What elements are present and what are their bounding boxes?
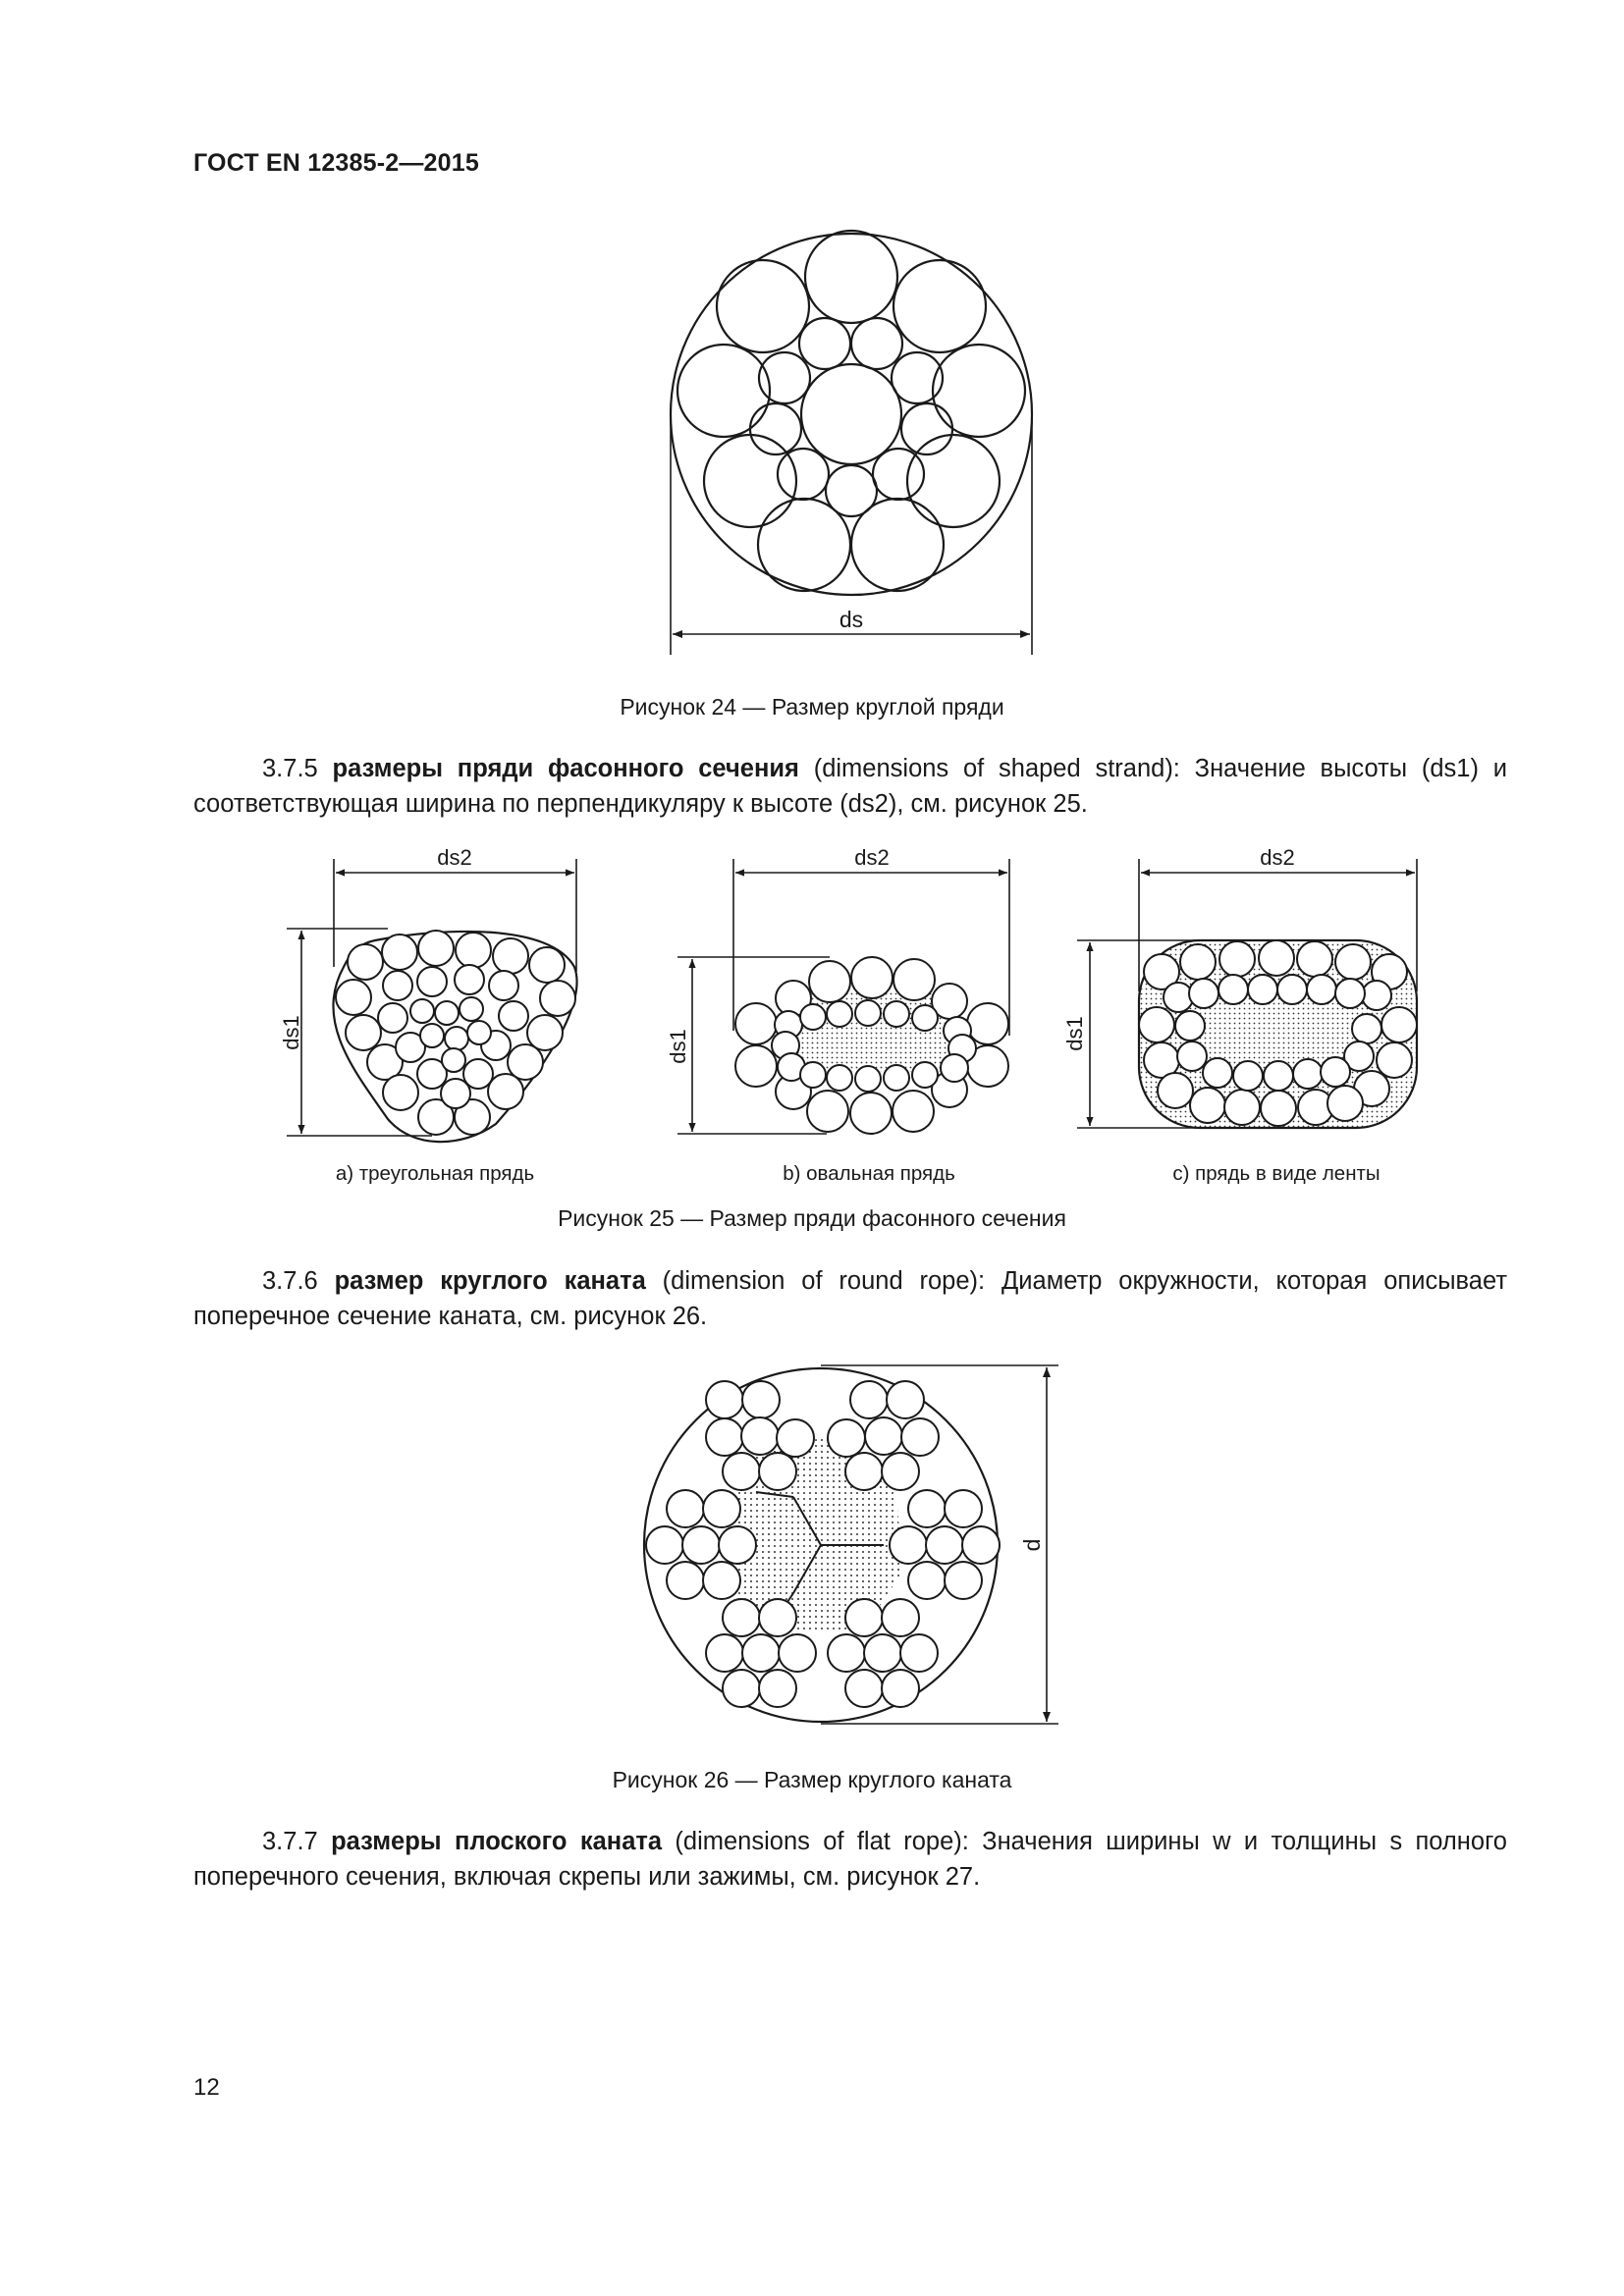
subcaption-c: c) прядь в виде ленты: [1172, 1162, 1380, 1185]
dim-ds2-label-c: ds2: [1260, 845, 1295, 870]
paragraph-text: (dimensions of shaped strand): Значение высоты (ds1) и соответствующая ширина по перпендикуляру к высоте (ds2), см. рисунок 25.: [193, 755, 1507, 818]
document-header: ГОСТ EN 12385-2—2015: [193, 149, 479, 177]
dim-ds1-label-b: ds1: [666, 1029, 690, 1064]
paragraph-3-7-5: [193, 751, 1507, 822]
figure-24-caption: Рисунок 24 — Размер круглой пряди: [620, 694, 1004, 720]
dim-ds1-label-a: ds1: [279, 1015, 303, 1050]
paragraph-number: 3.7.6: [262, 1267, 318, 1295]
paragraph-text: (dimensions of flat rope): Значения ширины w и толщины s полного поперечного сечения, включая скрепы или зажимы, см. рисунок 27.: [193, 1828, 1507, 1891]
figure-26-round-rope: [638, 1355, 1070, 1728]
dim-ds2-label-b: ds2: [854, 845, 890, 870]
dim-ds1-label-c: ds1: [1062, 1016, 1087, 1051]
triangular-strand: [279, 845, 577, 1142]
paragraph-text: (dimension of round rope): Диаметр окружности, которая описывает поперечное сечение каната, см. рисунок 26.: [193, 1267, 1507, 1330]
paragraph-term: размер круглого каната: [334, 1267, 646, 1295]
dim-ds-label: ds: [839, 607, 864, 632]
dim-d-label: d: [1019, 1538, 1045, 1552]
subcaption-b: b) овальная прядь: [783, 1162, 955, 1185]
paragraph-number: 3.7.5: [262, 755, 318, 782]
figure-26-caption: Рисунок 26 — Размер круглого каната: [612, 1767, 1012, 1792]
figure-25-shaped-strands: [0, 839, 1624, 1193]
paragraph-3-7-6: [193, 1263, 1507, 1334]
oval-strand: [666, 845, 1009, 1134]
page-number: 12: [193, 2074, 220, 2101]
paragraph-term: размеры пряди фасонного сечения: [332, 755, 799, 782]
subcaption-a: a) треугольная прядь: [335, 1162, 535, 1185]
figure-25-caption: Рисунок 25 — Размер пряди фасонного сечения: [558, 1205, 1066, 1231]
figure-24-round-strand: [668, 231, 1041, 658]
ribbon-strand: [1062, 845, 1417, 1128]
paragraph-3-7-7: [193, 1824, 1507, 1895]
dim-ds2-label-a: ds2: [437, 845, 472, 870]
paragraph-number: 3.7.7: [262, 1828, 318, 1855]
paragraph-term: размеры плоского каната: [331, 1828, 663, 1855]
